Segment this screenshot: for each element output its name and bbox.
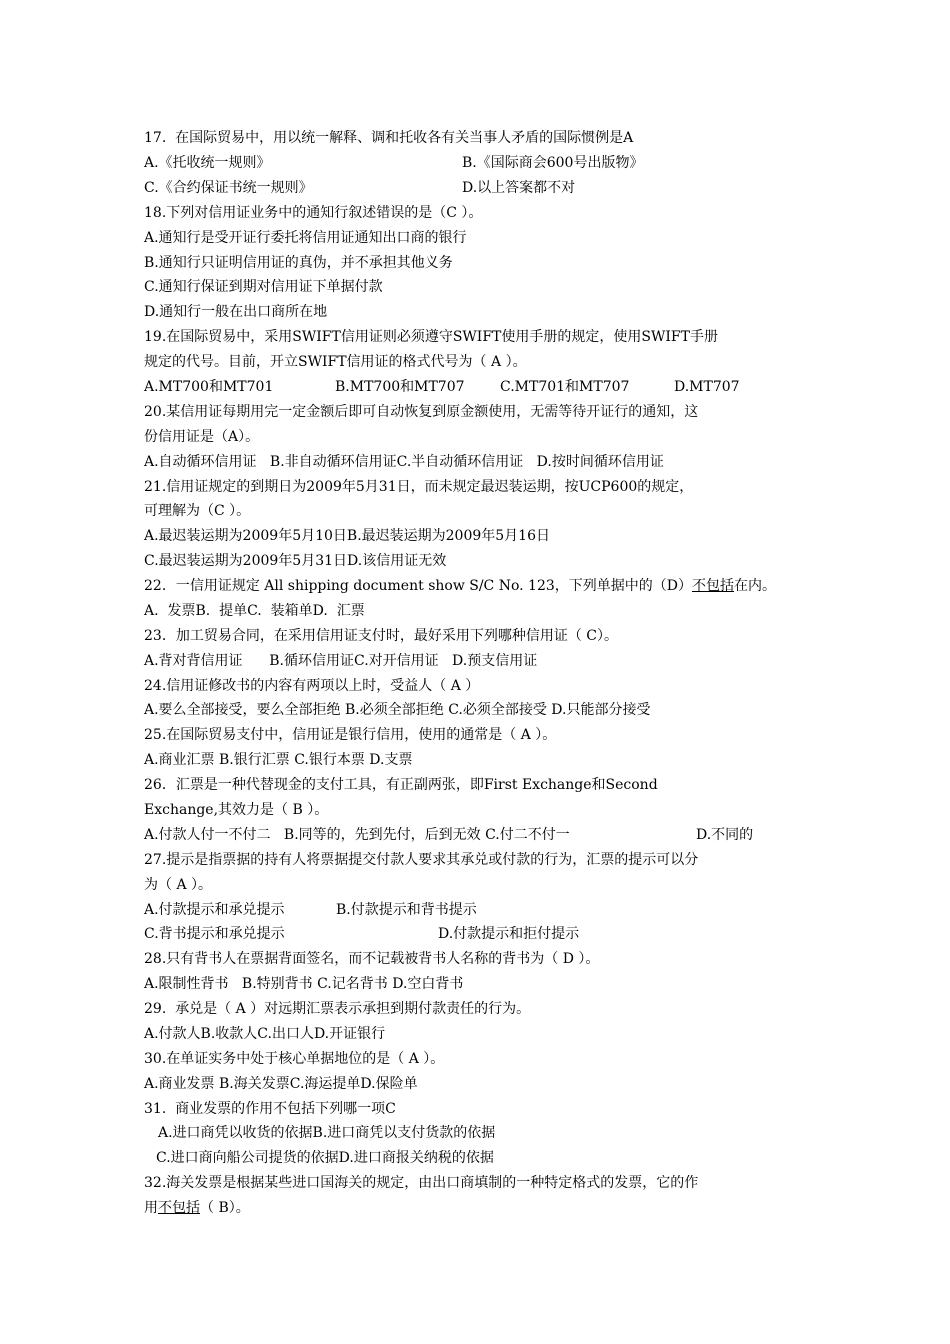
text-line: C.通知行保证到期对信用证下单据付款 <box>144 279 383 295</box>
text-line: A.进口商凭以收货的依据B.进口商凭以支付货款的依据 <box>158 1125 496 1141</box>
text-line: A.最迟装运期为2009年5月10日B.最迟装运期为2009年5月16日 <box>144 528 550 544</box>
text-line: 26．汇票是一种代替现金的支付工具，有正副两张，即First Exchange和Second <box>144 777 658 793</box>
text-line: B.通知行只证明信用证的真伪，并不承担其他义务 <box>144 255 453 271</box>
text-line: A.付款人B.收款人C.出口人D.开证银行 <box>144 1026 386 1042</box>
text-line: 17. 在国际贸易中，用以统一解释、调和托收各有关当事人矛盾的国际惯例是A <box>144 130 634 146</box>
text-line: 用不包括（ B）。 <box>144 1200 250 1216</box>
text-line: C.进口商向船公司提货的依据D.进口商报关纳税的依据 <box>156 1150 494 1166</box>
text-line: A.背对背信用证 B.循环信用证C.对开信用证 D.预支信用证 <box>144 653 538 669</box>
text-line: A.要么全部接受，要么全部拒绝 B.必须全部拒绝 C.必须全部接受 D.只能部分接受 <box>144 702 651 718</box>
text-line: 30.在单证实务中处于核心单据地位的是（ A ）。 <box>144 1051 445 1067</box>
text-line: 32.海关发票是根据某些进口国海关的规定，由出口商填制的一种特定格式的发票，它的作 <box>144 1175 699 1191</box>
text-line: 31. 商业发票的作用不包括下列哪一项C <box>144 1101 396 1117</box>
text-line: A.付款人付一不付二 B.同等的，先到先付，后到无效 C.付二不付一 D.不同的 <box>144 827 754 843</box>
text-line: 份信用证是（A）。 <box>144 429 260 445</box>
text-line: 29. 承兑是（ A ）对远期汇票表示承担到期付款责任的行为。 <box>144 1001 531 1017</box>
text-line: 19.在国际贸易中，采用SWIFT信用证则必须遵守SWIFT使用手册的规定，使用SWIFT手册 <box>144 329 718 345</box>
text-line: 22．一信用证规定 All shipping document show S/C No. 123，下列单据中的（D）不包括在内。 <box>144 578 777 594</box>
text-line: 规定的代号。目前，开立SWIFT信用证的格式代号为（ A ）。 <box>144 354 527 370</box>
text-line: A.付款提示和承兑提示 B.付款提示和背书提示 <box>144 902 477 918</box>
text-line: A.自动循环信用证 B.非自动循环信用证C.半自动循环信用证 D.按时间循环信用证 <box>144 454 664 470</box>
text-line: 25.在国际贸易支付中，信用证是银行信用，使用的通常是（ A ）。 <box>144 727 557 743</box>
text-line: 为（ A ）。 <box>144 877 213 893</box>
text-line: A.商业发票 B.海关发票C.海运提单D.保险单 <box>144 1076 418 1092</box>
text-line: 28.只有背书人在票据背面签名，而不记载被背书人名称的背书为（ D ）。 <box>144 951 600 967</box>
text-line: A.限制性背书 B.特别背书 C.记名背书 D.空白背书 <box>144 976 464 992</box>
underlined-text: 不包括 <box>692 578 735 594</box>
text-line: A. 发票B. 提单C. 装箱单D. 汇票 <box>144 603 365 619</box>
text-line: C.背书提示和承兑提示 D.付款提示和拒付提示 <box>144 926 580 942</box>
text-line: 18.下列对信用证业务中的通知行叙述错误的是（C ）。 <box>144 205 483 221</box>
text-line: 可理解为（C ）。 <box>144 503 251 519</box>
text-line: A.MT700和MT701 B.MT700和MT707 C.MT701和MT707 D.MT707 <box>144 379 740 395</box>
text-line: 20.某信用证每期用完一定金额后即可自动恢复到原金额使用，无需等待开证行的通知，这 <box>144 404 699 420</box>
text-line: 27.提示是指票据的持有人将票据提交付款人要求其承兑或付款的行为，汇票的提示可以分 <box>144 852 699 868</box>
text-line: C.最迟装运期为2009年5月31日D.该信用证无效 <box>144 553 447 569</box>
text-line: 23．加工贸易合同，在采用信用证支付时，最好采用下列哪种信用证（ C）。 <box>144 628 618 644</box>
text-line: A.通知行是受开证行委托将信用证通知出口商的银行 <box>144 230 467 246</box>
text-line: Exchange,其效力是（ B ）。 <box>144 802 329 818</box>
text-line: 21.信用证规定的到期日为2009年5月31日，而未规定最迟装运期，按UCP600的规定， <box>144 479 694 495</box>
text-line: C.《合约保证书统一规则》 D.以上答案都不对 <box>144 180 576 196</box>
underlined-text: 不包括 <box>158 1200 200 1216</box>
text-line: D.通知行一般在出口商所在地 <box>144 304 328 320</box>
text-line: A.商业汇票 B.银行汇票 C.银行本票 D.支票 <box>144 752 413 768</box>
text-line: A.《托收统一规则》 B.《国际商会600号出版物》 <box>144 155 644 171</box>
text-line: 24.信用证修改书的内容有两项以上时，受益人（ A ） <box>144 678 480 694</box>
